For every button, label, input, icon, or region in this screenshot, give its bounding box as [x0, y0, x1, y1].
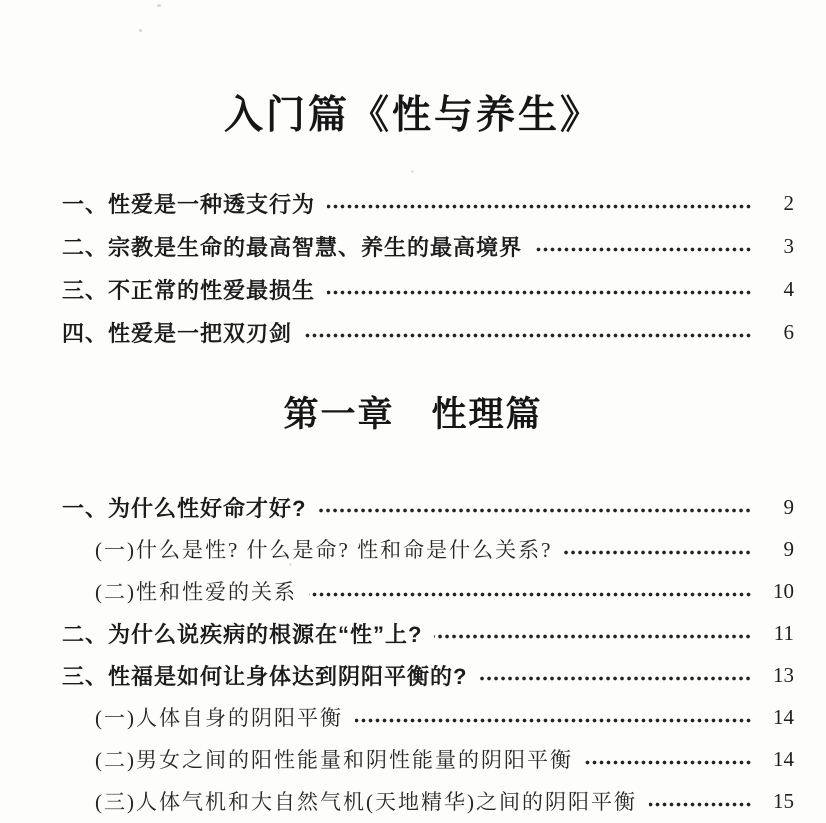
toc-entry-page-number: 4: [783, 277, 794, 301]
toc-entry: [62, 570, 794, 612]
toc-entry-label: (二)性和性爱的关系: [95, 580, 297, 604]
toc-entry-page-number: 14: [773, 704, 794, 729]
chapter1-heading: 第一章 性理篇: [283, 395, 543, 434]
intro-section-heading: 入门篇《性与养生》: [223, 94, 602, 137]
intro-toc-list: [0, 182, 826, 354]
toc-entry: [62, 311, 794, 354]
dot-leader: [327, 289, 752, 296]
toc-entry-label: (二)男女之间的阳性能量和阴性能量的阴阳平衡: [95, 748, 573, 772]
toc-entry: [62, 486, 794, 528]
toc-entry: [62, 738, 794, 780]
scan-artifact: [411, 170, 414, 173]
dot-leader: [355, 717, 752, 724]
toc-entry: [62, 528, 794, 570]
scan-artifact: [157, 4, 161, 7]
dot-leader: [479, 675, 752, 682]
toc-entry-label: 三、不正常的性爱最损生: [62, 278, 316, 303]
toc-entry: [62, 696, 794, 738]
toc-entry: [62, 780, 794, 822]
scan-artifact: [139, 29, 142, 32]
dot-leader: [434, 633, 752, 640]
dot-leader: [304, 332, 752, 339]
toc-entry: [62, 268, 794, 311]
toc-entry-page-number: 11: [773, 620, 794, 645]
toc-entry-label: 二、为什么说疾病的根源在“性”上?: [62, 621, 423, 647]
dot-leader: [327, 203, 752, 210]
dot-leader: [564, 549, 752, 556]
toc-entry-page-number: 10: [773, 578, 794, 603]
toc-entry-page-number: 14: [773, 746, 794, 771]
toc-entry-page-number: 3: [783, 234, 794, 258]
scan-artifact: [289, 563, 292, 566]
dot-leader: [585, 759, 752, 766]
toc-entry-label: 四、性爱是一把双刃剑: [62, 321, 293, 346]
dot-leader: [318, 507, 752, 514]
dot-leader: [649, 801, 752, 808]
toc-entry-page-number: 15: [773, 788, 794, 813]
toc-entry-label: 一、为什么性好命才好?: [62, 495, 307, 521]
toc-entry-page-number: 6: [783, 320, 794, 344]
chapter1-toc-list: [0, 486, 826, 822]
toc-entry-label: (一)人体自身的阴阳平衡: [95, 706, 343, 730]
toc-entry-page-number: 9: [783, 536, 794, 561]
toc-entry-page-number: 9: [783, 494, 794, 519]
toc-entry-label: 二、宗教是生命的最高智慧、养生的最高境界: [62, 235, 523, 260]
toc-entry-label: 三、性福是如何让身体达到阴阳平衡的?: [62, 663, 468, 689]
toc-entry-label: (一)什么是性? 什么是命? 性和命是什么关系?: [95, 538, 553, 562]
toc-entry-label: 一、性爱是一种透支行为: [62, 192, 316, 217]
toc-entry: [62, 654, 794, 696]
dot-leader: [534, 246, 752, 253]
toc-entry-page-number: 13: [773, 662, 794, 687]
toc-entry: [62, 225, 794, 268]
toc-entry: [62, 612, 794, 654]
toc-entry-page-number: 2: [783, 191, 794, 215]
dot-leader: [309, 591, 752, 598]
toc-entry: [62, 182, 794, 225]
toc-entry-label: (三)人体气机和大自然气机(天地精华)之间的阴阳平衡: [95, 790, 637, 814]
